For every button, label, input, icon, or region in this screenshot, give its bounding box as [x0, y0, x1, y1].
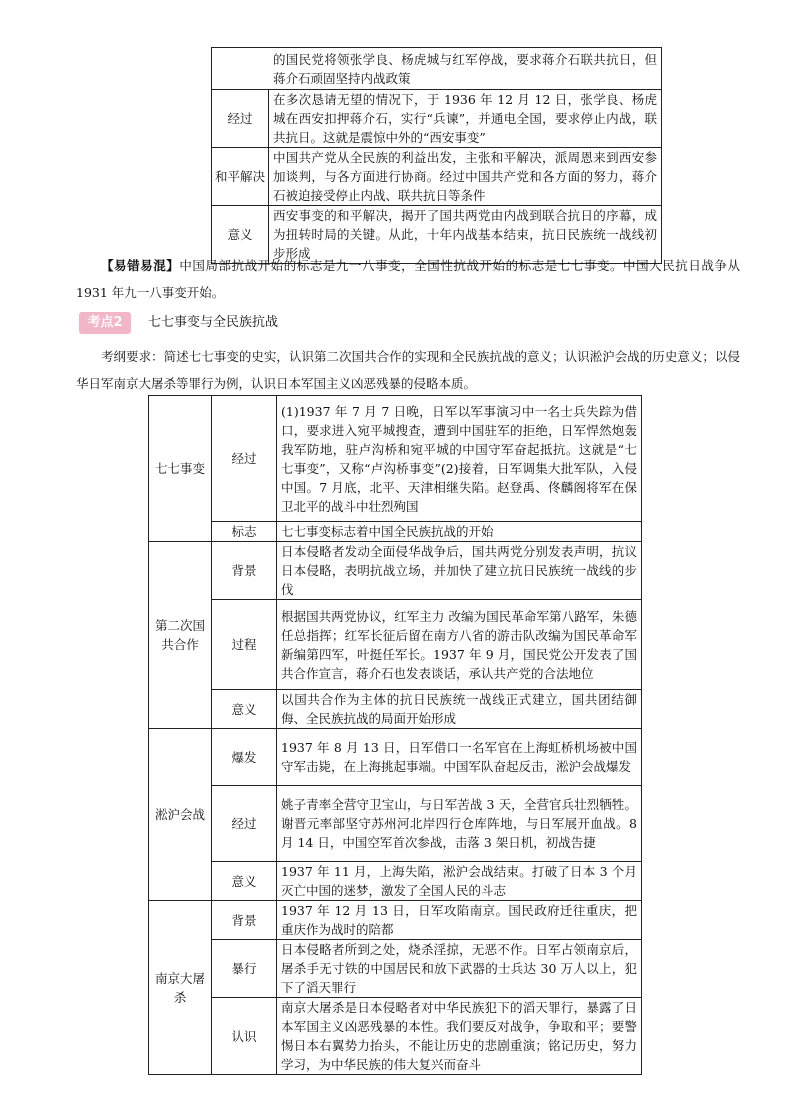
table-row — [149, 542, 642, 600]
table-row — [149, 786, 642, 862]
row-text: 日本侵略者发动全面侵华战争后，国共两党分别发表声明，抗议日本侵略，表明抗战立场，并加快了建立抗日民族统一战线的步伐 — [277, 542, 642, 600]
row-text: (1)1937 年 7 月 7 日晚，日军以军事演习中一名士兵失踪为借口，要求进入宛平城搜查，遭到中国驻军的拒绝，日军悍然炮轰我军防地，驻卢沟桥和宛平城的中国守军奋起抵抗。这就是“七七事变”，又称“卢沟桥事变”(2)接着，日军调集大批军队，入侵中国。7 月底，北平、天津相继失陷。赵登禹、佟麟阁将军在保卫北平的战斗中壮烈殉国 — [277, 396, 642, 522]
row-key: 经过 — [212, 396, 277, 522]
row-text: 1937 年 8 月 13 日，日军借口一名军官在上海虹桥机场被中国守军击毙，在上海挑起事端。中国军队奋起反击，淞沪会战爆发 — [277, 729, 642, 786]
exam-point-badge: 考点2 — [79, 312, 131, 334]
group-title: 南京大屠杀 — [149, 901, 212, 1075]
war-table — [148, 395, 642, 1075]
table-row — [149, 940, 642, 998]
row-key: 经过 — [212, 786, 277, 862]
requirement-paragraph: 考纲要求：简述七七事变的史实，认识第二次国共合作的实现和全民族抗战的意义；认识淞沪会战的历史意义；以侵华日军南京大屠杀等罪行为例，认识日本军国主义凶恶残暴的侵略本质。 — [76, 349, 740, 391]
row-text: 在多次恳请无望的情况下，于 1936 年 12 月 12 日，张学良、杨虎城在西安扣押蒋介石，实行“兵谏”，并通电全国，要求停止内战，联共抗日。这就是震惊中外的“西安事变” — [269, 90, 662, 148]
table-row — [149, 600, 642, 690]
row-key: 意义 — [212, 862, 277, 901]
table-row — [149, 901, 642, 940]
row-key: 标志 — [212, 522, 277, 542]
table-row — [149, 690, 642, 729]
section-title: 七七事变与全民族抗战 — [148, 315, 279, 330]
row-text: 南京大屠杀是日本侵略者对中华民族犯下的滔天罪行，暴露了日本军国主义凶恶残暴的本性。我们要反对战争，争取和平；要警惕日本右翼势力抬头，不能让历史的悲剧重演；铭记历史，努力学习，为中华民族的伟大复兴而奋斗 — [277, 998, 642, 1075]
note-label: 【易错易混】 — [101, 258, 180, 273]
row-text: 1937 年 11 月，上海失陷，淞沪会战结束。打破了日本 3 个月灭亡中国的迷梦，激发了全国人民的斗志 — [277, 862, 642, 901]
row-key: 爆发 — [212, 729, 277, 786]
row-text: 根据国共两党协议，红军主力 改编为国民革命军第八路军，朱德任总指挥；红军长征后留在南方八省的游击队改编为国民革命军新编第四军，叶挺任军长。1937 年 9 月，国民党公开发表了国共合作宣言，蒋介石也发表谈话，承认共产党的合法地位 — [277, 600, 642, 690]
row-key: 和平解决 — [212, 148, 269, 206]
table-row — [149, 729, 642, 786]
row-key: 背景 — [212, 901, 277, 940]
row-key: 认识 — [212, 998, 277, 1075]
table-row — [212, 148, 662, 206]
row-key: 背景 — [212, 542, 277, 600]
intro-cell: 的国民党将领张学良、杨虎城与红军停战，要求蒋介石联共抗日，但蒋介石顽固坚持内战政策 — [212, 48, 662, 90]
row-key: 经过 — [212, 90, 269, 148]
row-text: 姚子青率全营守卫宝山，与日军苦战 3 天，全营官兵壮烈牺牲。谢晋元率部坚守苏州河北岸四行仓库阵地，与日军展开血战。8 月 14 日，中国空军首次参战，击落 3 架日机，初战告捷 — [277, 786, 642, 862]
group-title: 七七事变 — [149, 396, 212, 542]
row-text: 七七事变标志着中国全民族抗战的开始 — [277, 522, 642, 542]
row-key: 意义 — [212, 206, 269, 264]
row-key: 暴行 — [212, 940, 277, 998]
row-text: 以国共合作为主体的抗日民族统一战线正式建立，国共团结御侮、全民族抗战的局面开始形成 — [277, 690, 642, 729]
table-row — [212, 48, 662, 90]
row-key: 过程 — [212, 600, 277, 690]
row-key: 意义 — [212, 690, 277, 729]
group-title: 淞沪会战 — [149, 729, 212, 901]
table-row — [149, 998, 642, 1075]
table-row — [149, 396, 642, 522]
group-title: 第二次国共合作 — [149, 542, 212, 729]
note-text: 中国局部抗战开始的标志是九一八事变，全国性抗战开始的标志是七七事变。中国人民抗日战争从 1931 年九一八事变开始。 — [76, 258, 740, 300]
row-text: 1937 年 12 月 13 日，日军攻陷南京。国民政府迁往重庆，把重庆作为战时的陪都 — [277, 901, 642, 940]
table-row — [212, 90, 662, 148]
xian-incident-table — [211, 47, 662, 264]
row-text: 中国共产党从全民族的利益出发，主张和平解决，派周恩来到西安参加谈判，与各方面进行协商。经过中国共产党和各方面的努力，蒋介石被迫接受停止内战、联共抗日等条件 — [269, 148, 662, 206]
table-row — [149, 862, 642, 901]
table-row — [149, 522, 642, 542]
note-paragraph — [76, 252, 740, 306]
row-text: 西安事变的和平解决，揭开了国共两党由内战到联合抗日的序幕，成为扭转时局的关键。从此，十年内战基本结束，抗日民族统一战线初步形成 — [269, 206, 662, 264]
row-text: 日本侵略者所到之处，烧杀淫掠，无恶不作。日军占领南京后，屠杀手无寸铁的中国居民和放下武器的士兵达 30 万人以上，犯下了滔天罪行 — [277, 940, 642, 998]
